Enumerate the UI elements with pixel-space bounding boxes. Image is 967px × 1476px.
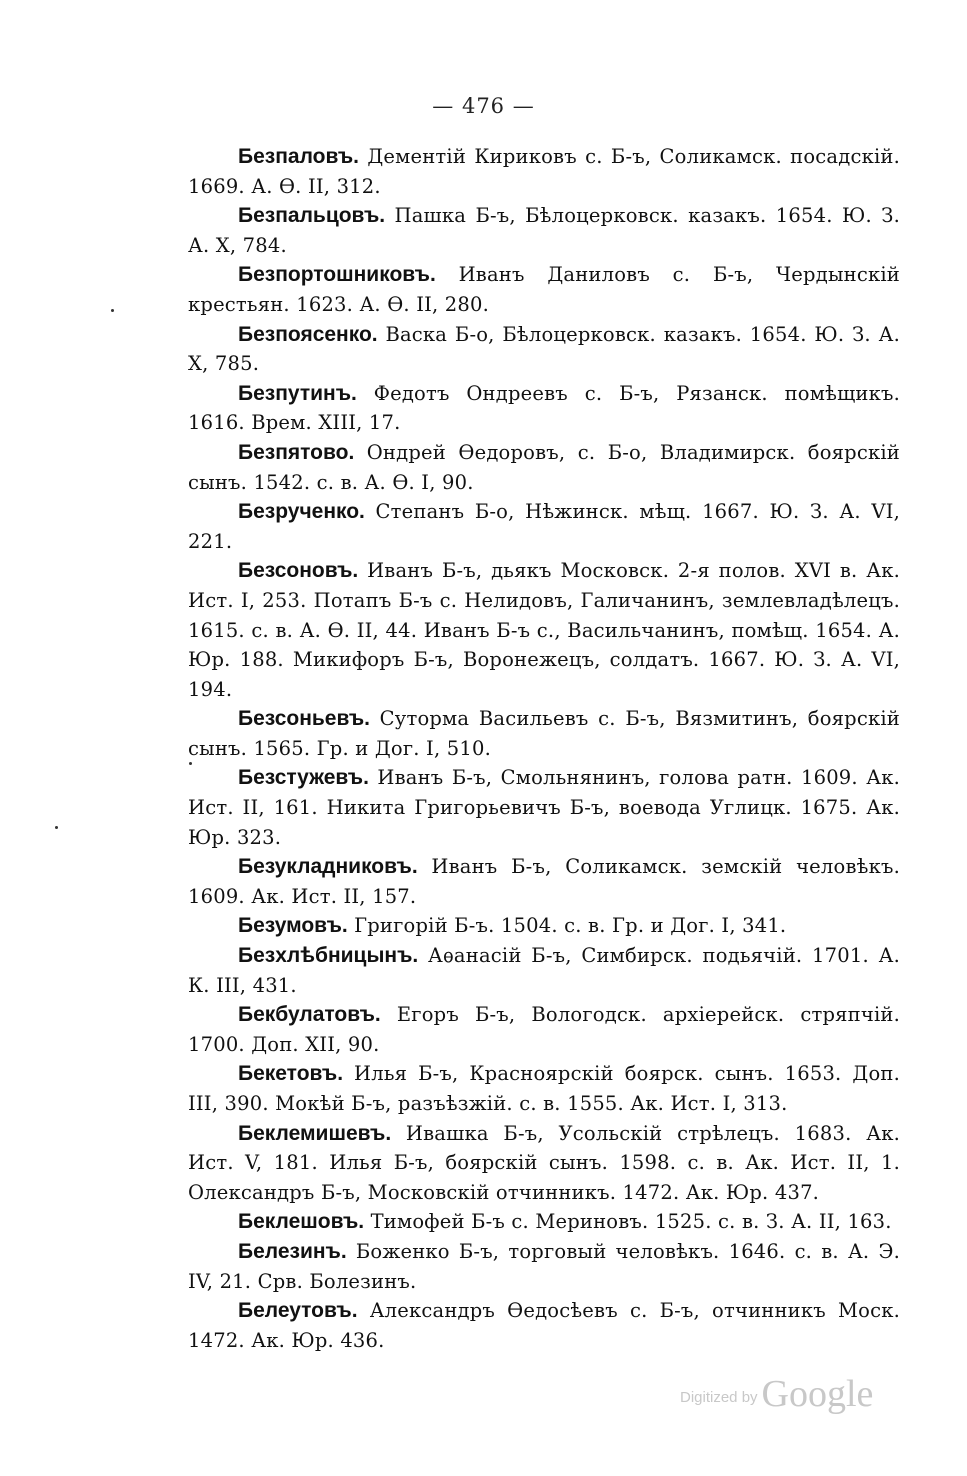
entry-text: Дементій Кириковъ с. Б-ъ, Соликамск. посадскій. 1669. А. Ѳ. II, 312. [188,145,901,198]
entry-surname: Безрученко. [238,500,365,524]
dictionary-entry [188,1296,900,1355]
entry-surname: Безхлѣбницынъ. [238,944,419,968]
dictionary-entry [188,379,900,438]
dictionary-entry [188,941,900,1000]
entry-text: Аѳанасій Б-ъ, Симбирск. подьячій. 1701. А. К. III, 431. [188,944,901,997]
entry-surname: Белезинъ. [238,1239,347,1263]
entry-text: Ивашка Б-ъ, Усольскій стрѣлецъ. 1683. Ак. Ист. V, 181. Илья Б-ъ, боярскій сынъ. 1598. с. в. Ак. Ист. II, 1. Олександръ Б-ъ, Московскій отчинникъ. 1472. Ак. Юр. 437. [188,1121,900,1204]
dictionary-entry [188,201,900,260]
entry-text: Пашка Б-ъ, Бѣлоцерковск. казакъ. 1654. Ю. З. А. X, 784. [188,204,900,257]
entry-surname: Беклешовъ. [238,1210,365,1234]
dictionary-entry [188,142,900,201]
entry-text: Федотъ Ондреевъ с. Б-ъ, Рязанск. помѣщикъ. 1616. Врем. XIII, 17. [188,381,900,435]
entry-text: Ондрей Ѳедоровъ, с. Б-о, Владимирск. боярскій сынъ. 1542. с. в. А. Ѳ. I, 90. [188,440,901,494]
dictionary-entry [188,852,900,911]
entry-surname: Бекетовъ. [238,1062,344,1086]
entry-surname: Безпутинъ. [238,381,357,405]
entry-text: Илья Б-ъ, Красноярскій боярск. сынъ. 1653. Доп. III, 390. Мокѣй Б-ъ, разъѣзжій. с. в. 1555. Ак. Ист. I, 313. [188,1062,901,1115]
entry-surname: Безсоновъ. [238,559,359,583]
google-logo: Google [761,1373,874,1415]
entry-text: Васка Б-о, Бѣлоцерковск. казакъ. 1654. Ю. З. А. X, 785. [188,322,900,376]
dictionary-entry [188,260,900,319]
entry-surname: Безумовъ. [238,914,348,938]
dictionary-entry [188,1237,900,1296]
dictionary-entry [188,763,900,852]
entry-text: Тимофей Б-ъ с. Мериновъ. 1525. с. в. З. А. II, 163. [370,1210,892,1234]
entry-surname: Бекбулатовъ. [238,1003,381,1027]
page-number: — 476 — [432,94,535,118]
watermark-prefix: Digitized by [680,1389,758,1406]
entry-text: Егоръ Б-ъ, Вологодск. архіерейск. стряпчій. 1700. Доп. XII, 90. [188,1003,900,1056]
entry-surname: Безпальцовъ. [238,204,386,228]
dictionary-entry [188,438,900,497]
entry-text: Иванъ Б-ъ, дьякъ Московск. 2-я полов. XVI в. Ак. Ист. I, 253. Потапъ Б-ъ с. Нелидовъ, Галичанинъ, землевладѣлецъ. 1615. с. в. А. Ѳ. II, 44. Иванъ Б-ъ с., Васильчанинъ, помѣщ. 1654. А. Юр. 188. Микифоръ Б-ъ, Воронежецъ, солдатъ. 1667. Ю. З. А. VI, 194. [188,559,900,701]
dictionary-entry [188,320,900,379]
entry-surname: Безпятово. [238,440,355,464]
dictionary-entry [188,1119,900,1208]
entry-surname: Безстужевъ. [238,766,369,790]
entry-text: Иванъ Даниловъ с. Б-ъ, Чердынскій крестьян. 1623. А. Ѳ. II, 280. [188,263,900,316]
dictionary-entry [188,556,900,704]
entry-text: Степанъ Б-о, Нѣжинск. мѣщ. 1667. Ю. З. А. VI, 221. [188,500,900,553]
entry-text: Боженко Б-ъ, торговый человѣкъ. 1646. с. в. А. Э. IV, 21. Срв. Болезинъ. [188,1239,900,1293]
entry-surname: Безсоньевъ. [238,707,370,731]
dictionary-entry [188,1207,900,1237]
dictionary-entry [188,911,900,941]
entry-surname: Безукладниковъ. [238,855,418,879]
dictionary-entry [188,1000,900,1059]
entry-text: Иванъ Б-ъ, Соликамск. земскій человѣкъ. 1609. Ак. Ист. II, 157. [188,855,900,908]
entry-text: Григорій Б-ъ. 1504. с. в. Гр. и Дог. I, 341. [354,914,787,938]
entry-surname: Безпаловъ. [238,145,359,168]
dictionary-entry [188,1059,900,1118]
stray-ink-mark [55,826,58,829]
stray-ink-mark [111,309,114,312]
entry-text: Суторма Васильевъ с. Б-ъ, Вязмитинъ, боярскій сынъ. 1565. Гр. и Дог. I, 510. [188,707,900,760]
dictionary-entry [188,704,900,763]
entry-text: Александръ Ѳедосѣевъ с. Б-ъ, отчинникъ Моск. 1472. Ак. Юр. 436. [188,1299,900,1352]
entry-surname: Безпоясенко. [238,322,378,346]
digitized-by-watermark [680,1372,873,1416]
entry-surname: Беклемишевъ. [238,1121,392,1145]
entry-surname: Белеутовъ. [238,1299,358,1323]
entry-text: Иванъ Б-ъ, Смольнянинъ, голова ратн. 1609. Ак. Ист. II, 161. Никита Григорьевичъ Б-ъ, воевода Углицк. 1675. Ак. Юр. 323. [188,766,900,849]
dictionary-entry [188,497,900,556]
entry-surname: Безпортошниковъ. [238,263,436,287]
dictionary-entries [188,142,900,1355]
